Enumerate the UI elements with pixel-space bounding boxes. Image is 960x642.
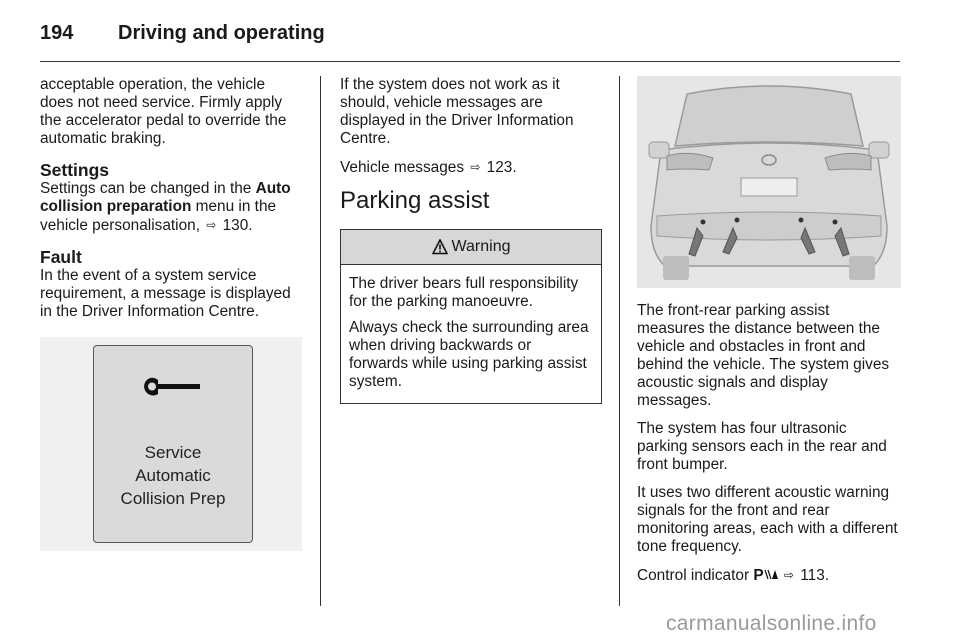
- column-3: [637, 76, 901, 595]
- col1-intro: acceptable operation, the vehicle does not need service. Firmly apply the accelerator pedal to override the automatic braking.: [40, 76, 287, 147]
- driver-info-display: [93, 345, 253, 543]
- warning-header: [341, 230, 601, 265]
- page-ref-link[interactable]: 113.: [800, 567, 830, 584]
- page-ref-link[interactable]: 123.: [486, 159, 517, 176]
- rear-parking-sensors-figure: [637, 76, 901, 288]
- col2-intro: If the system does not work as it should, vehicle messages are displayed in the Driver Information Centre.: [340, 76, 574, 147]
- warning-paragraph-2: Always check the surrounding area when driving backwards or forwards while using parking assist system.: [349, 319, 589, 390]
- page-ref-link[interactable]: 130.: [222, 217, 253, 234]
- watermark[interactable]: carmanualsonline.info: [666, 612, 877, 635]
- page-ref-arrow-icon: ⇨: [206, 218, 217, 232]
- header-divider: [40, 61, 900, 62]
- car-rear-illustration: [637, 76, 901, 288]
- settings-heading: Settings: [40, 160, 110, 180]
- page-number: 194: [40, 22, 74, 44]
- page-title: Driving and operating: [118, 22, 325, 44]
- column-divider-1: [320, 76, 321, 606]
- warning-triangle-icon: [432, 239, 448, 255]
- col3-paragraph-3: It uses two different acoustic warning signals for the front and rear monitoring areas, each with a different tone frequency.: [637, 484, 898, 555]
- control-indicator-line: Control indicator P ⇨ 113.: [637, 567, 830, 584]
- parking-assist-heading: Parking assist: [340, 187, 490, 214]
- vehicle-messages-line: Vehicle messages ⇨ 123.: [340, 159, 517, 176]
- warning-body: [341, 265, 601, 403]
- column-divider-2: [619, 76, 620, 606]
- warning-paragraph-1: The driver bears full responsibility for the parking manoeuvre.: [349, 275, 579, 310]
- page-ref-arrow-icon: ⇨: [783, 568, 794, 582]
- col3-paragraph-1: The front-rear parking assist measures the distance between the vehicle and obstacles in front and behind the vehicle. The system gives acoustic signals and display messages.: [637, 302, 890, 409]
- fault-display-figure: [40, 337, 302, 551]
- settings-paragraph: Settings can be changed in the Auto collision preparation menu in the vehicle personalisation, ⇨ 130.: [40, 180, 291, 234]
- column-1: [40, 76, 302, 551]
- fault-heading: Fault: [40, 247, 82, 267]
- page-ref-arrow-icon: ⇨: [470, 160, 481, 174]
- parking-assist-indicator-icon: P: [753, 567, 777, 585]
- wrench-icon: [144, 372, 204, 402]
- col3-paragraph-2: The system has four ultrasonic parking sensors each in the rear and front bumper.: [637, 420, 887, 473]
- fault-display-text: Service Automatic Collision Prep: [120, 443, 226, 508]
- page-header: [40, 18, 900, 58]
- auto-collision-menu-name: Auto collision preparation: [40, 180, 291, 215]
- column-2: [340, 76, 602, 404]
- warning-title: Warning: [451, 238, 511, 255]
- warning-box: [340, 229, 602, 404]
- fault-paragraph: In the event of a system service requirement, a message is displayed in the Driver Information Centre.: [40, 267, 291, 320]
